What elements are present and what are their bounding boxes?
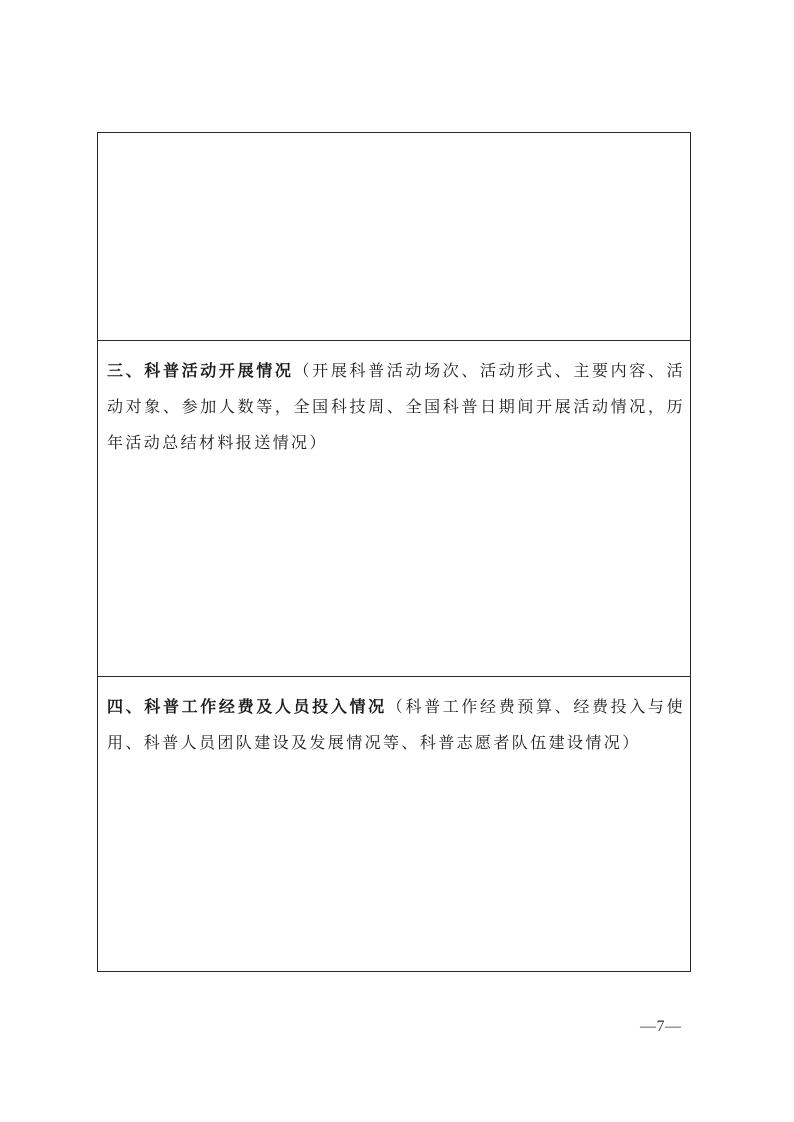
- section-funding-staff-description: （科普工作经费预算、经费投入与使用、科普人员团队建设及发展情况等、科普志愿者队伍建设情况）: [107, 697, 685, 752]
- section-activities-heading: 三、科普活动开展情况: [107, 361, 294, 380]
- section-activities-description: （开展科普活动场次、活动形式、主要内容、活动对象、参加人数等，全国科技周、全国科普日期间开展活动情况，历年活动总结材料报送情况）: [107, 361, 685, 452]
- section-funding-staff-heading: 四、科普工作经费及人员投入情况: [107, 697, 387, 716]
- section-funding-staff: [98, 677, 690, 970]
- previous-section-answer-area: [98, 133, 690, 341]
- section-activities-text: [107, 353, 685, 461]
- section-funding-staff-text: [107, 689, 685, 761]
- page-number: —7—: [640, 1018, 682, 1035]
- form-table: [97, 132, 691, 972]
- section-activities: [98, 341, 690, 677]
